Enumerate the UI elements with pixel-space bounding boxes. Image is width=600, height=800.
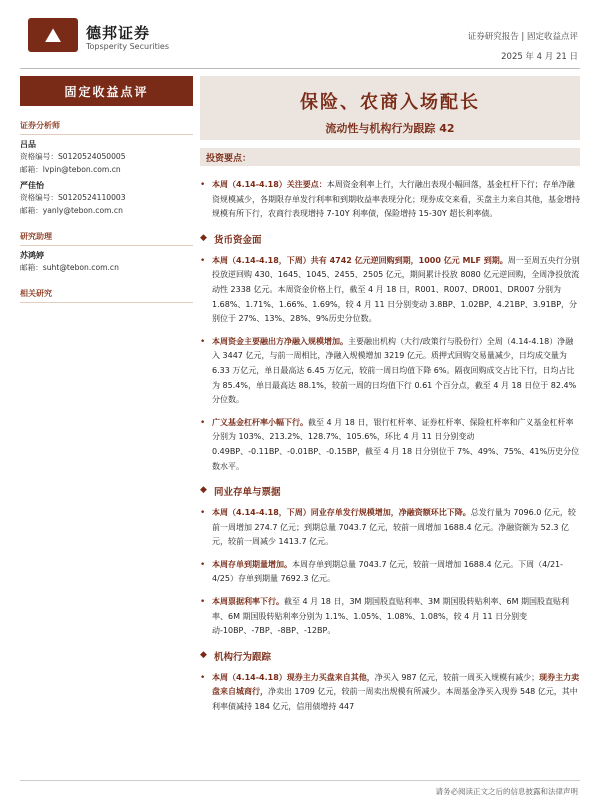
assistant-email[interactable]: 邮箱：suht@tebon.com.cn	[20, 263, 119, 272]
analyst-cert: 资格编号：S0120524050005	[20, 152, 126, 161]
section-heading: ◆ 机构行为跟踪	[200, 649, 272, 663]
brand-name-en: Topsperity Securities	[86, 42, 170, 51]
bullet-icon: •	[200, 417, 206, 428]
assistant-name: 苏鸿婷	[20, 251, 44, 260]
footer-divider	[20, 780, 580, 781]
report-header	[0, 0, 600, 60]
report-subtitle: 流动性与机构行为跟踪 42	[325, 122, 455, 135]
paragraph: • 广义基金杠杆率小幅下行。截至 4 月 18 日，银行杠杆率、证券杠杆率、保险杠杆率和广义基金杠杆率分别为 103%、213.2%、128.7%、105.6%，环比 4 月 11 日分别变动 0.49BP、-0.11BP、-0.01BP、-0.15BP，截至 4 月 18 日分别位于 7%、49%、75%、41%历史分位数水平。	[200, 417, 580, 471]
section-heading: ◆ 同业存单与票据	[200, 485, 281, 499]
paragraph: • 本周票据利率下行。截至 4 月 18 日，3M 期国股直贴利率、3M 期国股转贴利率、6M 期国股直贴利率、6M 期国股转贴利率分别为 1.1%、1.05%、1.08%、1.08%，较 4 月 11 日分别变动-10BP、-7BP、-8BP、-12BP。	[200, 597, 570, 636]
section-heading: ◆ 货币资金面	[200, 232, 262, 246]
bullet-icon: •	[200, 255, 206, 266]
related-research-label: 相关研究	[20, 288, 193, 303]
analyst-email[interactable]: 邮箱：lvpin@tebon.com.cn	[20, 165, 121, 174]
report-date: 2025 年 4 月 21 日	[501, 52, 578, 62]
bullet-icon: •	[200, 336, 206, 347]
main-header	[200, 76, 580, 166]
paragraph: • 本周资金主要融出方净融入规模增加。主要融出机构（大行/政策行与股份行）全周（4.14-4.18）净融入 3447 亿元，与前一周相比，净融入规模增加 3219 亿元。质押式回购交易量减少，日均成交量为 6.33 万亿元，单日最高达 6.45 万亿元，较前一周日均值下降 6%。隔夜回购成交占比下行，日均占比为 85.4%，单日最高达 88.1%，较前一周的日均值下行 0.61 个百分点，截至 4 月 18 日位于 82.4%分位数。	[200, 336, 577, 405]
analyst-section-label: 证券分析师	[20, 120, 193, 135]
diamond-icon: ◆	[200, 649, 207, 660]
paragraph: • 本周（4.14-4.18）关注要点：本周资金利率上行，大行融出表现小幅回落，基金杠杆下行；存单净融资规模减少，各期限存单发行利率和到期收益率表现分化；现券成交来看，买盘主力来自其他，基金增持规模有所下行，农商行表现增持 7-10Y 利率债，保险增持 15-30Y 超长利率债。	[200, 180, 580, 219]
report-title: 保险、农商入场配长	[300, 92, 480, 113]
analyst-cert: 资格编号：S0120524110003	[20, 193, 126, 202]
key-points-heading: 投资要点：	[200, 148, 580, 166]
analyst-name: 吕品	[20, 140, 36, 149]
report-body	[200, 178, 580, 723]
analyst-email[interactable]: 邮箱：yanly@tebon.com.cn	[20, 206, 123, 215]
header-divider	[20, 68, 580, 69]
bullet-icon: •	[200, 508, 206, 519]
disclaimer-footer: 请务必阅读正文之后的信息披露和法律声明	[435, 787, 578, 796]
bullet-icon: •	[200, 180, 206, 190]
diamond-icon: ◆	[200, 232, 207, 243]
bullet-icon: •	[200, 559, 206, 570]
analyst-name: 严佳怡	[20, 181, 44, 190]
paragraph: • 本周（4.14-4.18，下周）共有 4742 亿元逆回购到期，1000 亿元 MLF 到期。周一至周五央行分别投放逆回购 430、1645、1045、2455、2505 亿元，期间累计投放 8080 亿元逆回购，全周净投放流动性 2338 亿元。本周资金价格上行，截至 4 月 18 日，R001、R007、DR001、DR007 分别为 1.68%、1.71%、1.66%、1.69%，较 4 月 11 日分别变动 3.8BP、1.02BP、4.21BP、3.91BP，分别位于 27%、13%、28%、9%历史分位数。	[200, 255, 580, 324]
assistant-section-label: 研究助理	[20, 231, 193, 246]
sidebar	[20, 112, 193, 307]
category-banner: 固定收益点评	[20, 76, 193, 106]
paragraph: • 本周存单到期量增加。本周存单到期总量 7043.7 亿元，较前一周增加 1688.4 亿元。下周（4/21-4/25）存单到期量 7692.3 亿元。	[200, 559, 564, 584]
tebon-logo-icon: ⛰	[28, 18, 78, 52]
diamond-icon: ◆	[200, 485, 207, 496]
title-panel	[200, 76, 580, 140]
paragraph: • 本周（4.14-4.18，下周）同业存单发行规模增加，净融资额环比下降。总发行量为 7096.0 亿元，较前一周增加 274.7 亿元；到期总量 7043.7 亿元，较前一周增加 1688.4 亿元。净融资额为 52.3 亿元，较前一周减少 1413.7 亿元。	[200, 508, 576, 547]
paragraph: • 本周（4.14-4.18）现券主力买盘来自其他，净买入 987 亿元，较前一周买入规模有减少；现券主力卖盘来自城商行，净卖出 1709 亿元，较前一周卖出规模有所减少。本周基金净买入现券 548 亿元，其中利率债减持 184 亿元，信用债增持 447	[200, 672, 580, 712]
bullet-icon: •	[200, 597, 206, 608]
bullet-icon: •	[200, 672, 206, 683]
report-type: 证券研究报告 | 固定收益点评	[467, 32, 578, 42]
brand-name: 德邦证券	[86, 24, 151, 42]
